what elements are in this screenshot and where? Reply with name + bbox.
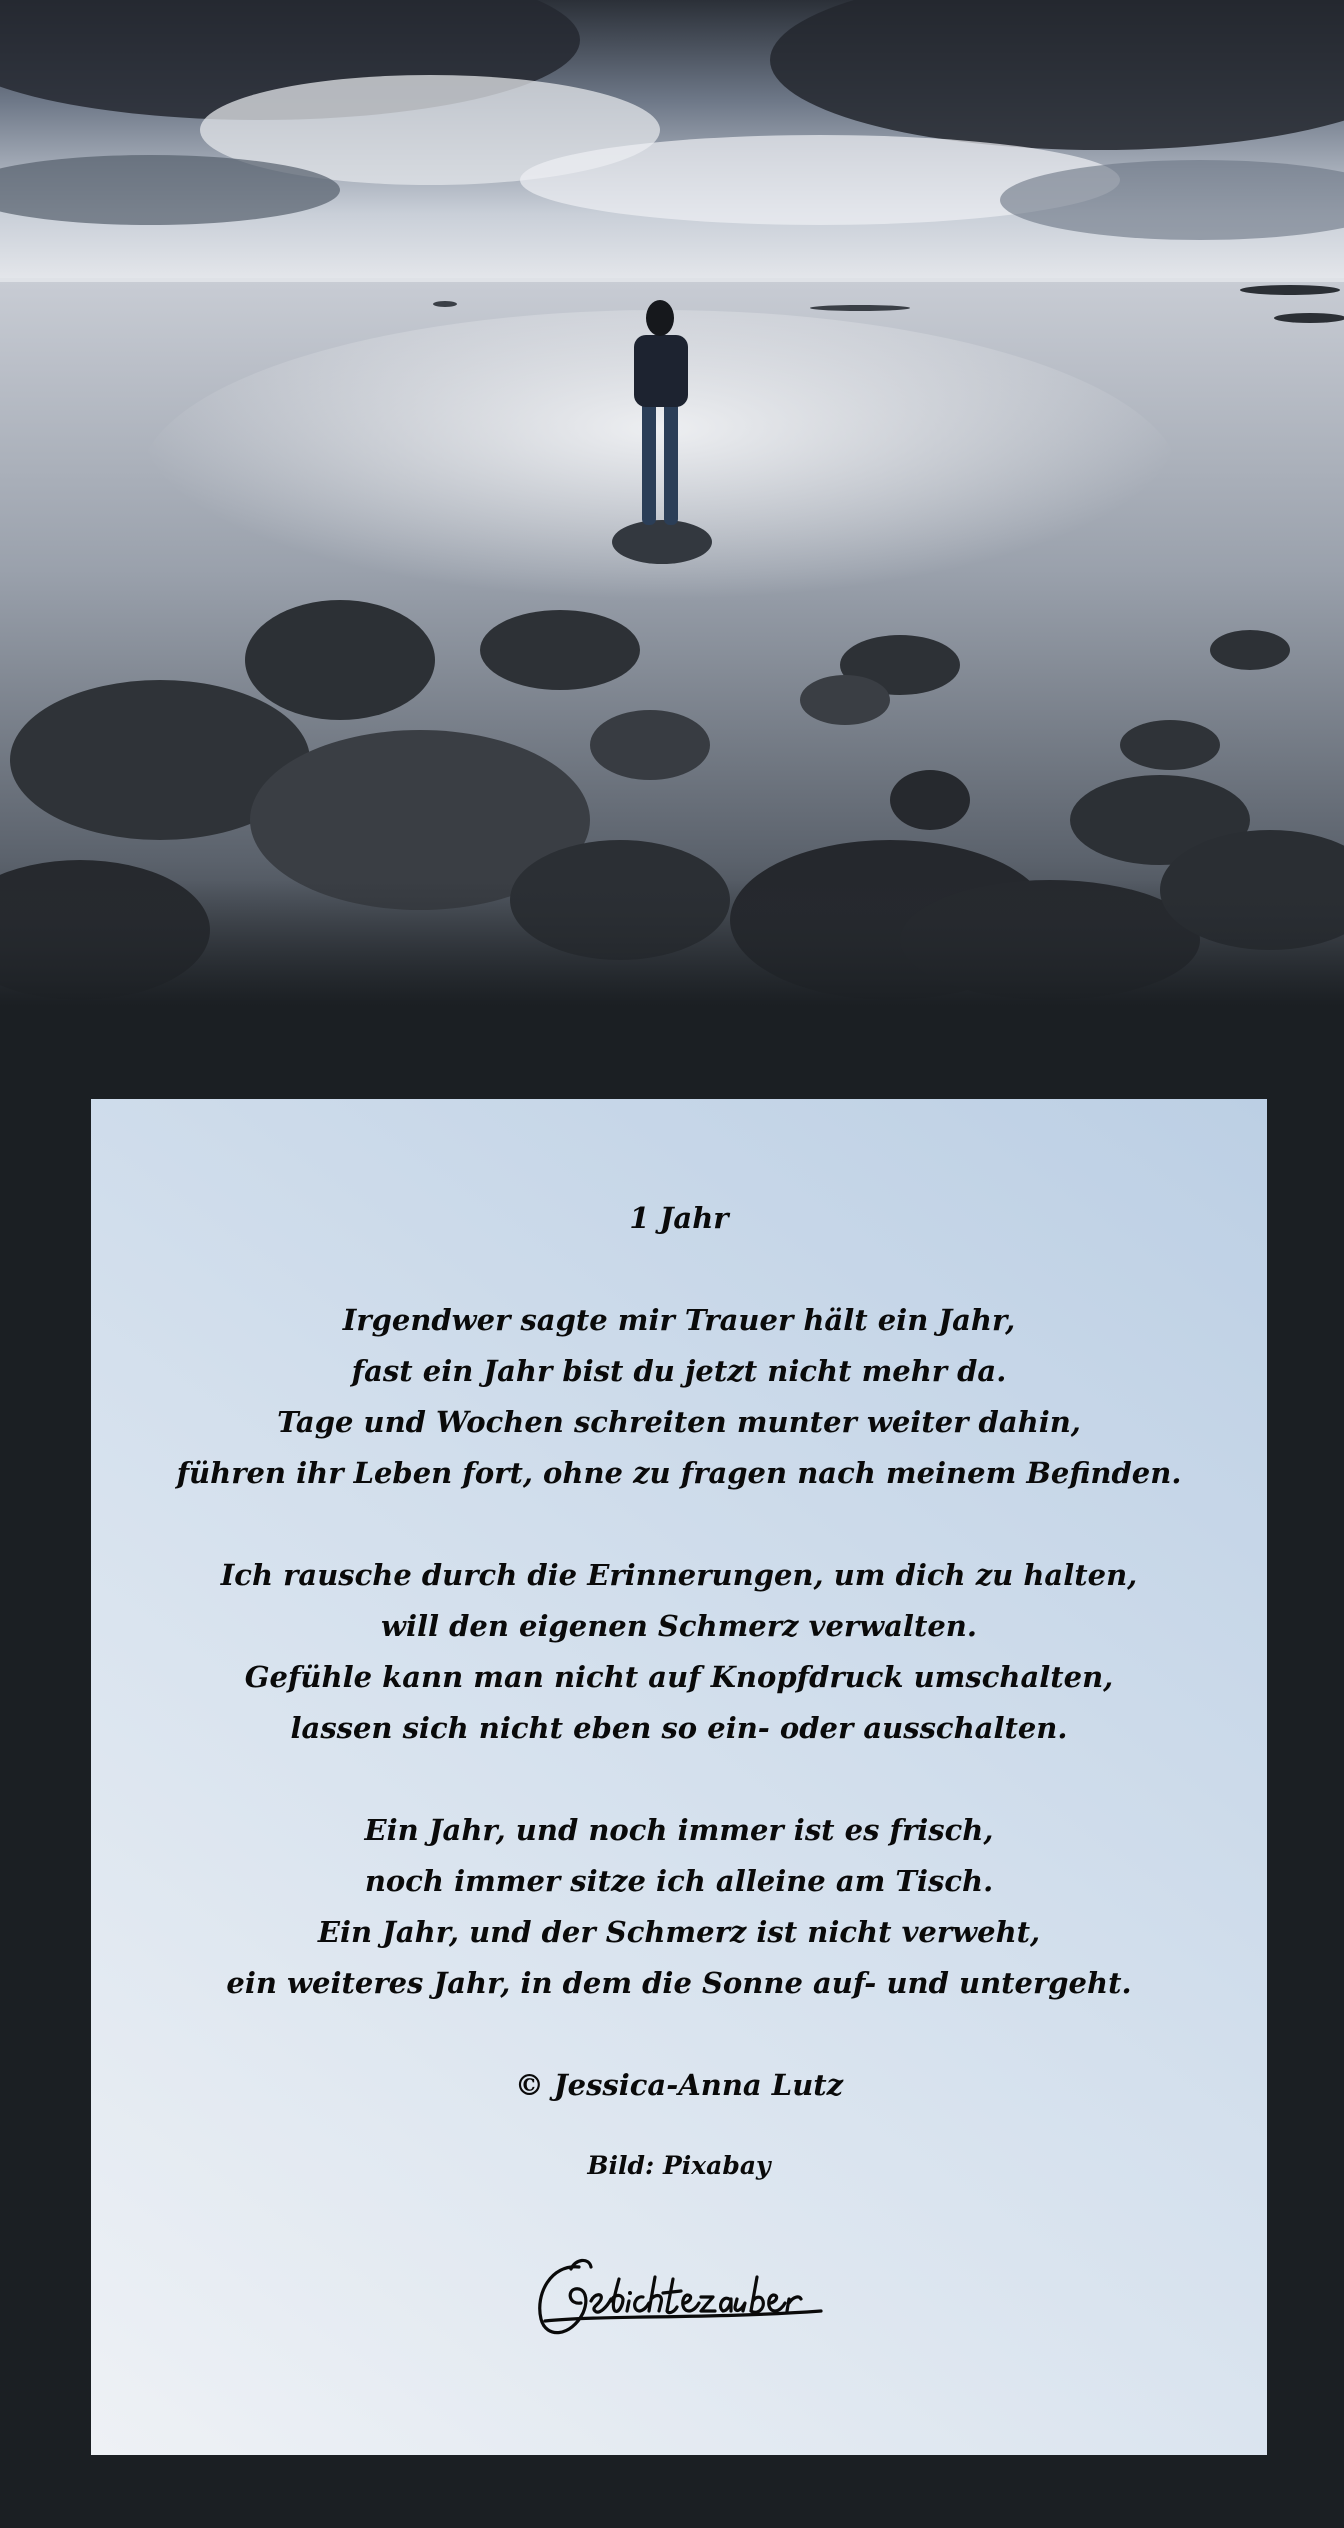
poem-line: lassen sich nicht eben so ein- oder ausschalten. [290, 1711, 1068, 1745]
poem [91, 1193, 1267, 2111]
poem-line: Ich rausche durch die Erinnerungen, um dich zu halten, [220, 1558, 1138, 1592]
poem-line: noch immer sitze ich alleine am Tisch. [364, 1864, 994, 1898]
poem-line: Gefühle kann man nicht auf Knopfdruck umschalten, [244, 1660, 1114, 1694]
poem-line: Ein Jahr, und noch immer ist es frisch, [364, 1813, 994, 1847]
poem-line: will den eigenen Schmerz verwalten. [381, 1609, 977, 1643]
signature-logo-icon [531, 2249, 831, 2344]
poem-line: Ein Jahr, und der Schmerz ist nicht verweht, [317, 1915, 1041, 1949]
poem-stanza-1 [91, 1295, 1267, 1499]
image-credit: Bild: Pixabay [587, 2151, 771, 2180]
poem-card [91, 1099, 1267, 2455]
photo-woman-on-rock-at-sea [0, 0, 1344, 1006]
poem-copyright: © Jessica-Anna Lutz [514, 2068, 844, 2102]
poem-stanza-3 [91, 1805, 1267, 2009]
poem-line: Tage und Wochen schreiten munter weiter dahin, [277, 1405, 1081, 1439]
poem-line: führen ihr Leben fort, ohne zu fragen nach meinem Befinden. [176, 1456, 1182, 1490]
hero-photo [0, 0, 1344, 1006]
poem-stanza-2 [91, 1550, 1267, 1754]
poem-line: ein weiteres Jahr, in dem die Sonne auf- und untergeht. [226, 1966, 1132, 2000]
gedichtezauber-signature-logo [531, 2249, 831, 2344]
poem-title: 1 Jahr [629, 1201, 729, 1235]
poem-line: Irgendwer sagte mir Trauer hält ein Jahr, [342, 1303, 1016, 1337]
poem-line: fast ein Jahr bist du jetzt nicht mehr da. [351, 1354, 1007, 1388]
